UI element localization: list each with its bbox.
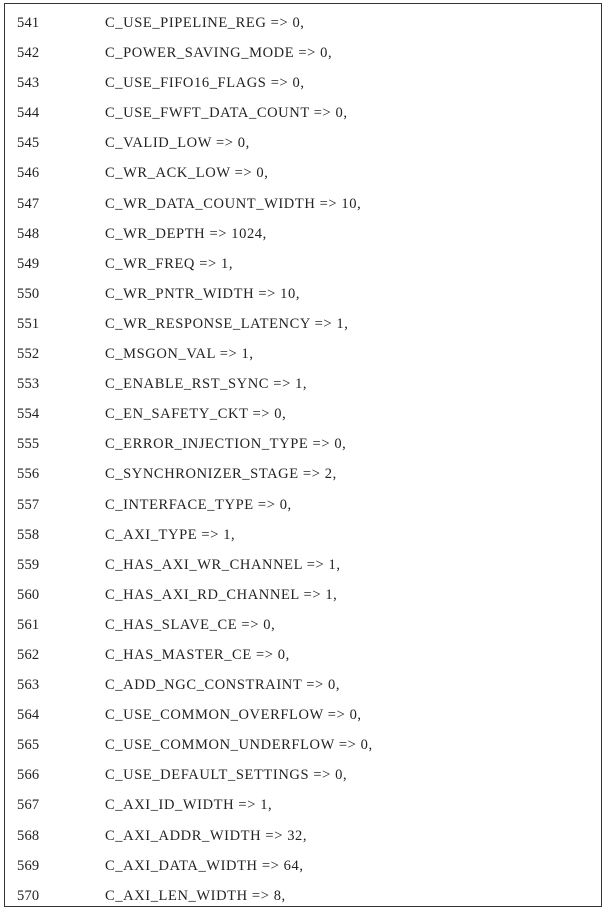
code-line [5,68,601,98]
line-number: 550 [17,285,40,302]
line-code: C_ENABLE_RST_SYNC => 1, [105,376,308,393]
line-number: 560 [17,586,40,603]
code-line [5,520,601,550]
code-line [5,369,601,399]
line-number: 555 [17,436,40,453]
line-number: 570 [17,887,40,904]
line-code: C_SYNCHRONIZER_STAGE => 2, [105,466,337,483]
code-line [5,490,601,520]
code-line [5,429,601,459]
line-number: 545 [17,135,40,152]
line-code: C_USE_COMMON_UNDERFLOW => 0, [105,737,373,754]
line-number: 559 [17,556,40,573]
line-number: 548 [17,225,40,242]
line-number: 551 [17,315,40,332]
code-line [5,459,601,489]
line-number: 553 [17,376,40,393]
code-line [5,821,601,851]
line-code: C_WR_ACK_LOW => 0, [105,165,269,182]
line-code: C_USE_COMMON_OVERFLOW => 0, [105,707,362,724]
line-number: 544 [17,105,40,122]
line-code: C_ADD_NGC_CONSTRAINT => 0, [105,677,341,694]
code-line [5,158,601,188]
line-number: 563 [17,677,40,694]
line-number: 565 [17,737,40,754]
code-line [5,790,601,820]
code-line [5,249,601,279]
line-code: C_ERROR_INJECTION_TYPE => 0, [105,436,347,453]
code-line [5,550,601,580]
line-number: 547 [17,195,40,212]
line-number: 562 [17,646,40,663]
line-code: C_AXI_DATA_WIDTH => 64, [105,857,304,874]
line-number: 566 [17,767,40,784]
code-line [5,189,601,219]
line-code: C_HAS_MASTER_CE => 0, [105,646,290,663]
line-number: 561 [17,616,40,633]
code-line [5,339,601,369]
line-code: C_USE_FIFO16_FLAGS => 0, [105,75,305,92]
line-number: 568 [17,827,40,844]
line-number: 542 [17,45,40,62]
line-code: C_WR_PNTR_WIDTH => 10, [105,285,301,302]
line-code: C_AXI_ID_WIDTH => 1, [105,797,273,814]
line-number: 564 [17,707,40,724]
line-code: C_AXI_ADDR_WIDTH => 32, [105,827,308,844]
line-number: 567 [17,797,40,814]
code-line [5,730,601,760]
code-line [5,881,601,911]
line-code: C_HAS_AXI_RD_CHANNEL => 1, [105,586,338,603]
code-line [5,640,601,670]
line-number: 543 [17,75,40,92]
line-number: 558 [17,526,40,543]
line-number: 549 [17,255,40,272]
line-code: C_USE_DEFAULT_SETTINGS => 0, [105,767,348,784]
code-line [5,38,601,68]
line-number: 552 [17,346,40,363]
line-code: C_HAS_SLAVE_CE => 0, [105,616,276,633]
code-line [5,8,601,38]
code-line [5,98,601,128]
code-line [5,580,601,610]
line-code: C_EN_SAFETY_CKT => 0, [105,406,287,423]
line-code: C_AXI_TYPE => 1, [105,526,236,543]
line-code: C_VALID_LOW => 0, [105,135,250,152]
line-code: C_INTERFACE_TYPE => 0, [105,496,292,513]
code-line [5,700,601,730]
line-code: C_HAS_AXI_WR_CHANNEL => 1, [105,556,341,573]
line-code: C_MSGON_VAL => 1, [105,346,254,363]
code-line [5,128,601,158]
code-line [5,219,601,249]
line-code: C_WR_DEPTH => 1024, [105,225,267,242]
line-code: C_USE_PIPELINE_REG => 0, [105,15,305,31]
line-number: 556 [17,466,40,483]
line-code: C_WR_RESPONSE_LATENCY => 1, [105,315,349,332]
line-code: C_AXI_LEN_WIDTH => 8, [105,887,286,904]
line-number: 541 [17,15,40,31]
code-line [5,610,601,640]
line-code: C_WR_FREQ => 1, [105,255,234,272]
line-number: 569 [17,857,40,874]
line-number: 546 [17,165,40,182]
code-line [5,309,601,339]
line-number: 557 [17,496,40,513]
line-code: C_WR_DATA_COUNT_WIDTH => 10, [105,195,362,212]
code-line [5,399,601,429]
code-line [5,851,601,881]
code-listing [5,8,601,911]
code-line [5,670,601,700]
line-code: C_POWER_SAVING_MODE => 0, [105,45,333,62]
line-code: C_USE_FWFT_DATA_COUNT => 0, [105,105,348,122]
code-line [5,760,601,790]
code-line [5,279,601,309]
line-number: 554 [17,406,40,423]
code-listing-frame [4,3,602,907]
